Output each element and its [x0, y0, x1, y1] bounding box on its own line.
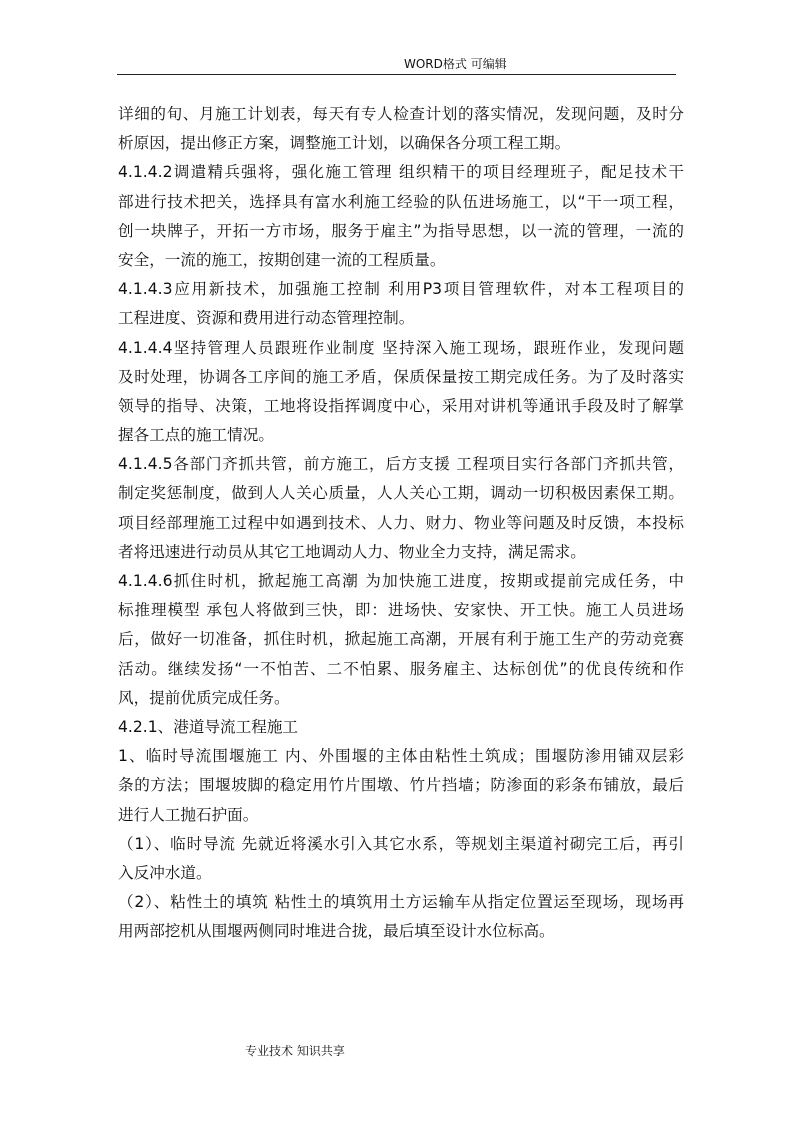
paragraph-line: 制定奖惩制度，做到人人关心质量，人人关心工期，调动一切积极因素保工期。	[118, 484, 684, 503]
paragraph-line: 活动。继续发扬“一不怕苦、二不怕累、服务雇主、达标创优”的优良传统和作	[118, 659, 684, 678]
document-body	[118, 100, 684, 946]
paragraph-line: 及时处理，协调各工序间的施工矛盾，保质保量按工期完成任务。为了及时落实	[118, 367, 684, 386]
paragraph-line: 工程进度、资源和费用进行动态管理控制。	[118, 309, 415, 328]
paragraph-line: 创一块牌子，开拓一方市场，服务于雇主”为指导思想，以一流的管理，一流的	[118, 221, 684, 240]
paragraph-line: 后，做好一切准备，抓住时机，掀起施工高潮，开展有利于施工生产的劳动竞赛	[118, 630, 684, 649]
page-footer: 专业技术 知识共享	[245, 1044, 345, 1058]
paragraph-line: 4.1.4.6抓住时机，掀起施工高潮 为加快施工进度，按期或提前完成任务，中	[118, 572, 684, 590]
paragraph-line: 入反冲水道。	[118, 863, 212, 882]
paragraph-line: 详细的旬、月施工计划表，每天有专人检查计划的落实情况，发现问题，及时分	[118, 105, 684, 123]
paragraph-line: 4.1.4.5各部门齐抓共管，前方施工，后方支援 工程项目实行各部门齐抓共管，	[118, 455, 684, 474]
paragraph-line: 部进行技术把关，选择具有富水利施工经验的队伍进场施工，以“干一项工程，	[118, 192, 684, 211]
paragraph-line: 条的方法；围堰坡脚的稳定用竹片围墩、竹片挡墙；防渗面的彩条布铺放，最后	[118, 776, 684, 795]
paragraph-line: 安全，一流的施工，按期创建一流的工程质量。	[118, 250, 446, 269]
paragraph-line: 握各工点的施工情况。	[118, 426, 274, 445]
header-divider	[117, 74, 676, 75]
paragraph-line: （2）、粘性土的填筑 粘性土的填筑用土方运输车从指定位置运至现场，现场再	[118, 893, 684, 912]
paragraph-line: 项目经部理施工过程中如遇到技术、人力、财力、物业等问题及时反馈，本投标	[118, 513, 684, 532]
paragraph-line: 领导的指导、决策，工地将设指挥调度中心，采用对讲机等通讯手段及时了解掌	[118, 396, 684, 415]
paragraph-line: （1）、临时导流 先就近将溪水引入其它水系，等规划主渠道衬砌完工后，再引	[118, 834, 684, 853]
paragraph-line: 1、临时导流围堰施工 内、外围堰的主体由粘性土筑成；围堰防渗用铺双层彩	[118, 747, 684, 766]
paragraph-line: 进行人工抛石护面。	[118, 805, 259, 824]
section-heading: 4.2.1、港道导流工程施工	[118, 717, 299, 736]
paragraph-line: 4.1.4.2调遣精兵强将，强化施工管理 组织精干的项目经理班子，配足技术干	[118, 163, 684, 182]
paragraph-line: 者将迅速进行动员从其它工地调动人力、物业全力支持，满足需求。	[118, 542, 586, 561]
paragraph-line: 4.1.4.4坚持管理人员跟班作业制度 坚持深入施工现场，跟班作业，发现问题	[118, 338, 684, 357]
paragraph-line: 4.1.4.3应用新技术，加强施工控制 利用P3项目管理软件，对本工程项目的	[118, 280, 684, 299]
paragraph-line: 用两部挖机从围堰两侧同时堆进合拢，最后填至设计水位标高。	[118, 922, 555, 941]
paragraph-line: 析原因，提出修正方案，调整施工计划，以确保各分项工程工期。	[118, 134, 571, 153]
paragraph-line: 风，提前优质完成任务。	[118, 688, 290, 707]
paragraph-line: 标推理模型 承包人将做到三快，即：进场快、安家快、开工快。施工人员进场	[118, 601, 684, 620]
page-header: WORD格式 可编辑	[404, 57, 507, 71]
